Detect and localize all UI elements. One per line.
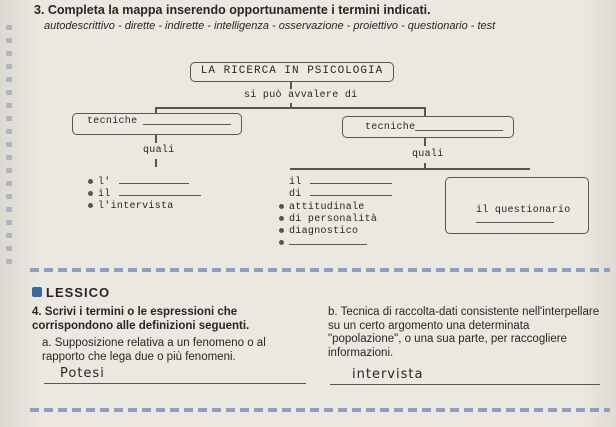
- answer-blank[interactable]: [476, 222, 554, 223]
- right-technique-box: [342, 116, 514, 138]
- list-item: l'intervista: [88, 201, 174, 212]
- list-item: attitudinale: [279, 202, 365, 213]
- answer-blank[interactable]: [143, 124, 231, 125]
- answer-a[interactable]: Potesi: [60, 366, 105, 381]
- map-root-box: [190, 62, 394, 82]
- list-item: il: [88, 189, 201, 200]
- left-technique-label: tecniche: [87, 116, 138, 127]
- list-item: diagnostico: [279, 226, 358, 237]
- list-item: il: [289, 177, 392, 188]
- answer-line: [44, 383, 306, 384]
- lessico-marker: [32, 287, 42, 297]
- answer-b[interactable]: intervista: [352, 367, 424, 382]
- list-item: di: [289, 189, 392, 200]
- connector-text: si può avvalere di: [244, 90, 358, 101]
- connector-line: [290, 81, 292, 89]
- exercise-4-title: 4. Scrivi i termini o le espressioni che corrispondono alle definizioni seguenti.: [32, 306, 250, 332]
- definition-a: a. Supposizione relativa a un fenomeno o al rapporto che lega due o più fenomeni.: [42, 337, 266, 363]
- right-technique-label: tecniche: [365, 122, 416, 133]
- branch-line: [290, 168, 530, 170]
- terms-list: autodescrittivo - dirette - indirette - intelligenza - osservazione - proiettivo - questionario - test: [44, 20, 496, 32]
- branch-line: [424, 107, 426, 116]
- branch-line: [155, 134, 157, 143]
- left-quali: quali: [143, 145, 175, 156]
- binding-dots: [6, 25, 12, 265]
- questionnaire-box: [445, 177, 589, 234]
- answer-blank[interactable]: [415, 130, 503, 131]
- answer-line: [330, 384, 600, 385]
- left-technique-box: [72, 113, 242, 135]
- list-item: [279, 238, 367, 249]
- definition-b: b. Tecnica di raccolta-dati consistente nell'interpellare su un certo argomento una determinata "popolazione", o una sua parte, per raccogliere informazioni.: [328, 306, 600, 359]
- lessico-heading: LESSICO: [46, 285, 111, 300]
- exercise-3-title: 3. Completa la mappa inserendo opportunamente i termini indicati.: [34, 3, 431, 17]
- right-quali: quali: [412, 149, 444, 160]
- branch-line: [424, 137, 426, 146]
- list-item: di personalità: [279, 214, 377, 225]
- list-item: l': [88, 177, 189, 188]
- questionnaire-label: il questionario: [476, 205, 571, 216]
- map-root-label: LA RICERCA IN PSICOLOGIA: [200, 65, 384, 77]
- section-divider: [30, 408, 610, 412]
- branch-line: [155, 107, 425, 109]
- section-divider: [30, 268, 610, 272]
- branch-line: [155, 159, 157, 167]
